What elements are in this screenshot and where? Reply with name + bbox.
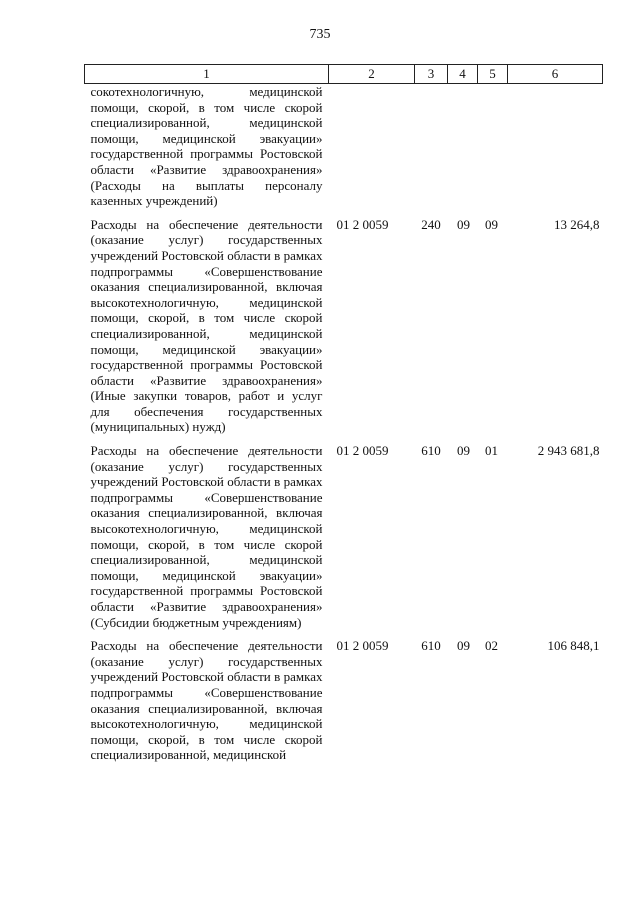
row-subsection: 02 <box>485 638 498 654</box>
row-description: Расходы на обеспечение деятельности (оказание услуг) государственных учреждений Ростовской области в рамках подпрограммы «Совершенствование оказания специализированной, включая высокотехнологичную, медицинской помощи, скорой, в том числе скорой специализированной, медицинской <box>90 638 323 763</box>
row-subsection: 01 <box>485 443 498 459</box>
table-row-continuation <box>85 84 603 217</box>
row-target-code: 01 2 0059 <box>336 443 389 459</box>
row-section: 09 <box>457 216 470 232</box>
page-number: 735 <box>309 27 331 42</box>
row-amount: 106 848,1 <box>547 638 600 654</box>
header-col-2: 2 <box>329 65 415 84</box>
table-row <box>85 443 603 638</box>
header-col-1: 1 <box>85 65 329 84</box>
table-row <box>85 638 603 771</box>
row-expense-type: 240 <box>421 216 441 232</box>
row-target-code: 01 2 0059 <box>336 216 389 232</box>
row-section: 09 <box>457 443 470 459</box>
row-description: сокотехнологичную, медицинской помощи, скорой, в том числе скорой специализированной, медицинской помощи, медицинской эвакуации» государственной программы Ростовской области «Развитие здравоохранения» (Расходы на выплаты персоналу казенных учреждений) <box>90 84 323 209</box>
budget-table <box>84 64 603 771</box>
row-amount: 13 264,8 <box>554 216 600 232</box>
row-description: Расходы на обеспечение деятельности (оказание услуг) государственных учреждений Ростовской области в рамках подпрограммы «Совершенствование оказания специализированной, включая высокотехнологичную, медицинской помощи, скорой, в том числе скорой специализированной, медицинской помощи, медицинской эвакуации» государственной программы Ростовской области «Развитие здравоохранения» (Иные закупки товаров, работ и услуг для обеспечения государственных (муниципальных) нужд) <box>90 216 323 435</box>
row-expense-type: 610 <box>421 443 441 459</box>
table-header-row <box>85 65 603 84</box>
row-target-code: 01 2 0059 <box>336 638 389 654</box>
header-col-6: 6 <box>508 65 603 84</box>
row-description: Расходы на обеспечение деятельности (оказание услуг) государственных учреждений Ростовской области в рамках подпрограммы «Совершенствование оказания специализированной, включая высокотехнологичную, медицинской помощи, скорой, в том числе скорой специализированной, медицинской помощи, медицинской эвакуации» государственной программы Ростовской области «Развитие здравоохранения» (Субсидии бюджетным учреждениям) <box>90 443 323 630</box>
header-col-3: 3 <box>415 65 448 84</box>
table-row <box>85 217 603 443</box>
header-col-5: 5 <box>478 65 508 84</box>
row-expense-type: 610 <box>421 638 441 654</box>
row-amount: 2 943 681,8 <box>537 443 600 459</box>
row-section: 09 <box>457 638 470 654</box>
header-col-4: 4 <box>448 65 478 84</box>
row-subsection: 09 <box>485 216 498 232</box>
